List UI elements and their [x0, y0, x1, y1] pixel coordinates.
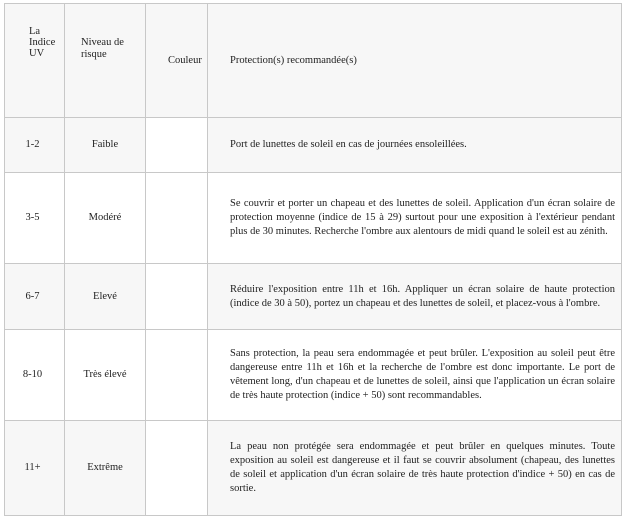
header-risk-level: Niveau de risque: [65, 4, 146, 118]
color-cell: [146, 118, 208, 173]
risk-level: Très élevé: [65, 330, 146, 421]
table-row: [5, 330, 622, 421]
protection-text: Port de lunettes de soleil en cas de journées ensoleillées.: [208, 118, 622, 173]
color-cell: [146, 421, 208, 516]
table-row: [5, 173, 622, 264]
color-cell: [146, 173, 208, 264]
table-row: [5, 118, 622, 173]
header-uv-index: La Indice UV: [5, 4, 65, 118]
table-row: [5, 421, 622, 516]
header-color: Couleur: [146, 4, 208, 118]
uv-index-value: 11+: [5, 421, 65, 516]
header-protection: Protection(s) recommandée(s): [208, 4, 622, 118]
risk-level: Extrême: [65, 421, 146, 516]
table-row: [5, 264, 622, 330]
risk-level: Modéré: [65, 173, 146, 264]
uv-index-value: 8-10: [5, 330, 65, 421]
table-header-row: [5, 4, 622, 118]
uv-index-value: 1-2: [5, 118, 65, 173]
protection-text: La peau non protégée sera endommagée et peut brûler en quelques minutes. Toute exposition au soleil est dangereuse et il faut se couvrir absolument (chapeau, des lunettes de soleil et application d'un écran solaire de très haute protection d'indice + 50) en cas de sortie.: [208, 421, 622, 516]
color-cell: [146, 264, 208, 330]
protection-text: Se couvrir et porter un chapeau et des lunettes de soleil. Application d'un écran solaire de protection moyenne (indice de 15 à 29) surtout pour une exposition à l'extérieur pendant plus de 30 minutes. Recherche l'ombre aux alentours de midi quand le soleil est au zénith.: [208, 173, 622, 264]
uv-index-table: [4, 3, 622, 516]
color-cell: [146, 330, 208, 421]
risk-level: Faible: [65, 118, 146, 173]
risk-level: Elevé: [65, 264, 146, 330]
uv-index-value: 6-7: [5, 264, 65, 330]
uv-index-value: 3-5: [5, 173, 65, 264]
protection-text: Sans protection, la peau sera endommagée et peut brûler. L'exposition au soleil peut être dangereuse entre 11h et 16h et la recherche de l'ombre est donc importante. Le port de vêtement long, d'un chapeau et de lunettes de soleil, ainsi que l'application un écran solaire de très haute protection (indice + 50) sont recommandables.: [208, 330, 622, 421]
protection-text: Réduire l'exposition entre 11h et 16h. Appliquer un écran solaire de haute protection (indice de 30 à 50), portez un chapeau et des lunettes de soleil, et placez-vous à l'ombre.: [208, 264, 622, 330]
